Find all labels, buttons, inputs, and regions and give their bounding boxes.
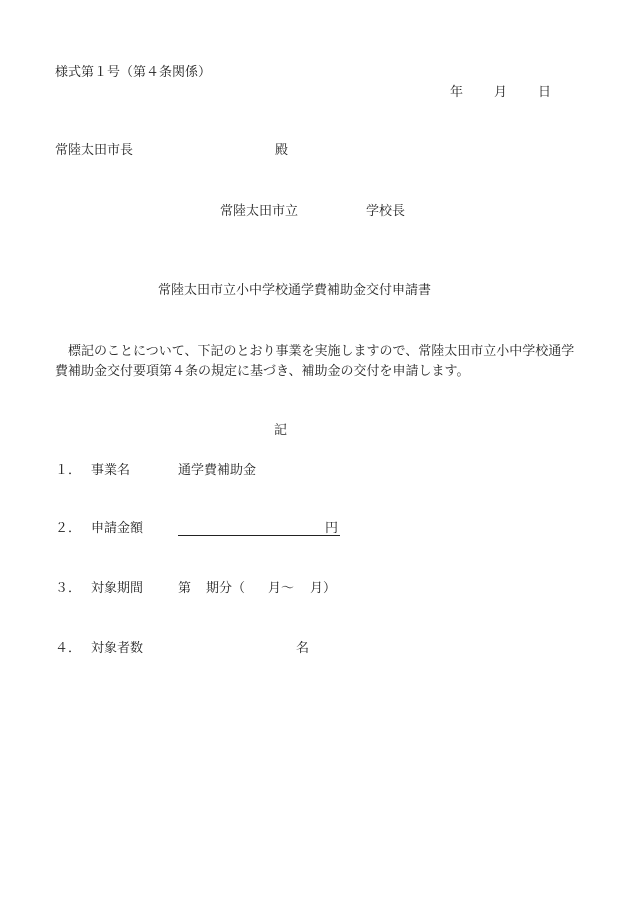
form-number: 様式第１号（第４条関係） [55,65,212,80]
sender-prefix: 常陸太田市立 [220,204,299,219]
item-3-dai: 第 [178,581,192,596]
month-label: 月 [494,85,508,100]
addressee-name: 常陸太田市長 [55,143,134,158]
amount-underline [178,535,340,536]
item-4-number: ４． [55,641,82,656]
addressee-honorific: 殿 [275,143,289,158]
year-label: 年 [450,85,464,100]
item-1-number: １． [55,463,82,478]
item-3-period: 期分（ [206,581,246,596]
item-3-month-to: 月） [310,581,337,596]
item-2-unit: 円 [325,521,339,536]
item-2-label: 申請金額 [91,521,144,536]
ki-label: 記 [274,423,288,438]
document-body: 標記のことについて、下記のとおり事業を実施しますので、常陸太田市立小中学校通学費補助金交付要項第４条の規定に基づき、補助金の交付を申請します。 [55,344,575,379]
item-1-label: 事業名 [91,463,131,478]
item-4-unit: 名 [296,641,310,656]
item-3-month-from: 月～ [268,581,295,596]
document-title: 常陸太田市立小中学校通学費補助金交付申請書 [158,283,432,298]
sender-title: 学校長 [366,204,406,219]
item-3-label: 対象期間 [91,581,144,596]
item-3-number: ３． [55,581,82,596]
item-1-value: 通学費補助金 [178,463,257,478]
item-4-label: 対象者数 [91,641,144,656]
day-label: 日 [538,85,552,100]
item-2-number: ２． [55,521,82,536]
